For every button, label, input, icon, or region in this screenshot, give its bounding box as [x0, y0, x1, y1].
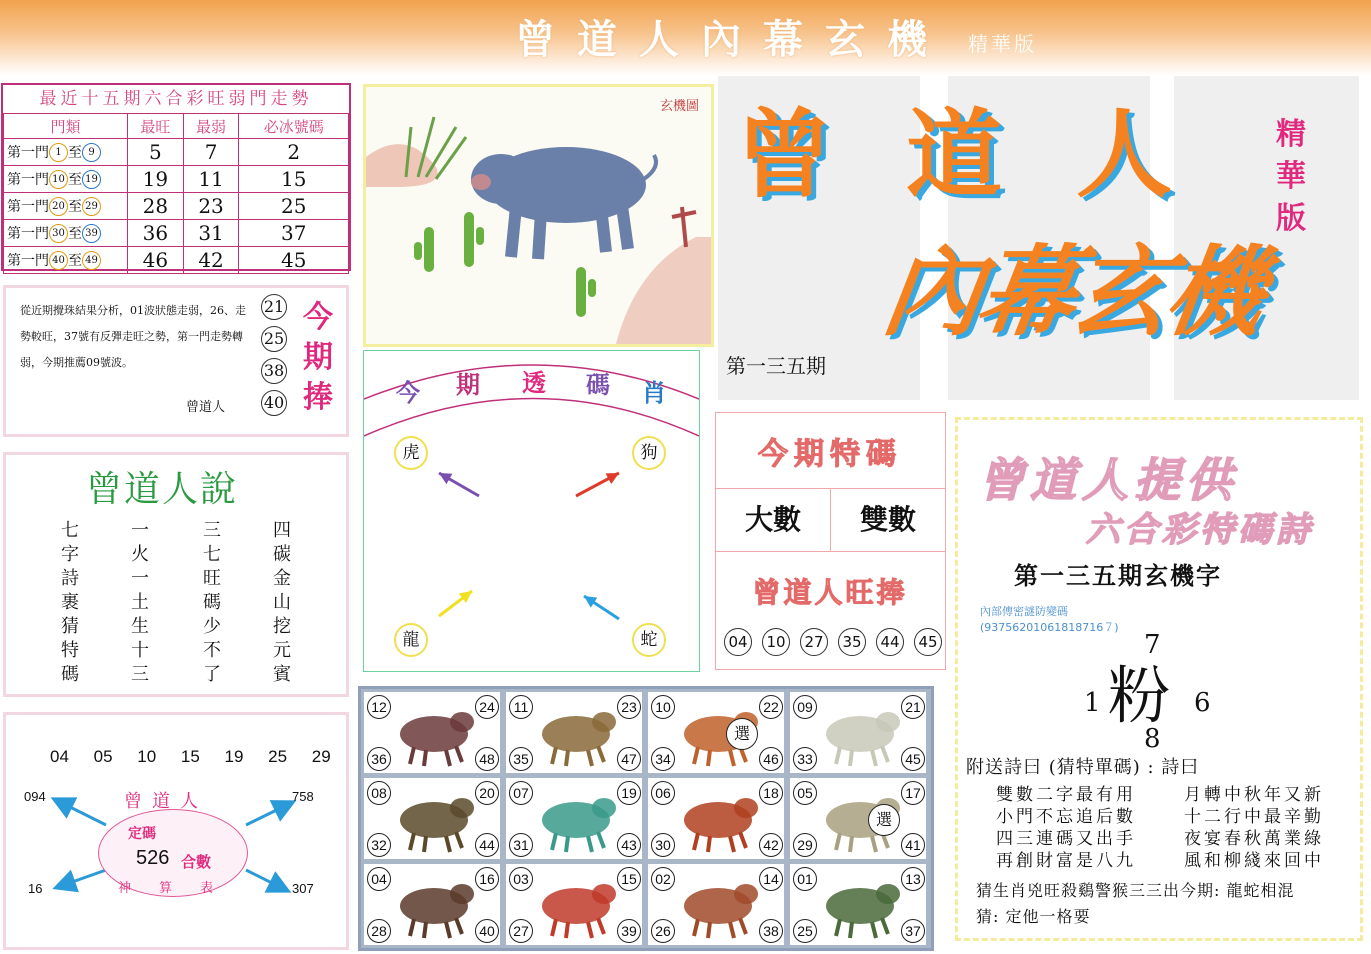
poem-char: 不 — [203, 640, 221, 661]
trend-min: 42 — [183, 247, 239, 274]
combo-sum-value: 526 — [136, 847, 170, 869]
animal-cell — [790, 864, 926, 945]
gate-to-number: 39 — [82, 224, 101, 243]
poem-line: 再創財富是八九 — [996, 851, 1136, 871]
zodiac-panel — [363, 350, 700, 672]
poem-char: 火 — [131, 544, 149, 565]
special-cell-big: 大數 — [716, 489, 831, 551]
gate-to-word: 至 — [68, 144, 82, 161]
poem-char: 碼 — [203, 592, 221, 613]
analysis-text: 從近期攪珠結果分析，01波狀態走弱，26、走勢較旺，37號有反彈走旺之勢，第一門走勢轉弱，今期推薦09號波。 — [20, 304, 246, 369]
animal-number: 09 — [793, 695, 817, 719]
poem-char: 山 — [273, 592, 291, 613]
poem-panel — [3, 452, 349, 697]
gate-to-number: 19 — [82, 170, 101, 189]
animal-number: 42 — [759, 833, 783, 857]
arrow-icon — [246, 803, 291, 825]
riddle-subtitle: 六合彩特碼詩 — [1086, 510, 1314, 550]
trend-max: 36 — [128, 220, 184, 247]
animal-number: 33 — [793, 747, 817, 771]
poem-char: 特 — [61, 640, 79, 661]
animal-number: 48 — [475, 747, 499, 771]
analysis-number: 25 — [261, 326, 287, 352]
gate-prefix: 第一門 — [7, 252, 49, 269]
poem-char: 三 — [131, 664, 149, 685]
poem-char: 詩 — [61, 568, 79, 589]
trend-gate-label — [4, 166, 128, 193]
gate-to-number: 9 — [82, 143, 101, 162]
riddle-guess-1: 猜生肖兇旺殺鷄警猴三三出今期: 龍蛇相混 — [976, 881, 1295, 900]
zodiac-title-char: 碼 — [586, 370, 610, 399]
animal-number: 11 — [509, 695, 533, 719]
animal-number: 04 — [367, 867, 391, 891]
animal-number: 45 — [901, 747, 925, 771]
poem-char: 賓 — [273, 664, 291, 685]
animal-number: 21 — [901, 695, 925, 719]
poem-char: 生 — [131, 616, 149, 637]
poem-line: 月轉中秋年又新 — [1184, 785, 1324, 805]
combo-sum-label: 合數 — [181, 854, 212, 871]
animal-number: 24 — [475, 695, 499, 719]
animal-cell — [506, 778, 642, 859]
poem-char: 碼 — [61, 664, 79, 685]
animal-number: 05 — [793, 781, 817, 805]
pig-caption: 玄機圖 — [659, 99, 699, 114]
special-number: 10 — [762, 628, 790, 656]
poem-char: 一 — [131, 520, 149, 541]
zodiac-animal-br: 蛇 — [632, 623, 666, 657]
trend-row — [4, 193, 349, 220]
riddle-character: 粉 — [1108, 659, 1171, 732]
animal-cell — [364, 778, 500, 859]
page-header — [0, 0, 1371, 75]
animal-number: 13 — [901, 867, 925, 891]
pig-icon — [366, 87, 711, 344]
analysis-vertical-title — [298, 298, 338, 418]
animal-number: 14 — [759, 867, 783, 891]
animal-number: 47 — [617, 747, 641, 771]
gate-from-number: 1 — [49, 143, 68, 162]
arrow-icon — [58, 870, 106, 887]
edition-badge-char: 版 — [1276, 201, 1306, 236]
special-code-panel — [715, 412, 946, 670]
select-badge: 選 — [868, 804, 900, 836]
trend-min: 31 — [183, 220, 239, 247]
riddle-attach: 附送詩曰 (猜特單碼) : 詩曰 — [966, 757, 1200, 778]
zodiac-animal-bl: 龍 — [394, 623, 428, 657]
analysis-panel — [3, 285, 349, 437]
animal-cell — [648, 692, 784, 773]
trend-cold: 2 — [239, 139, 349, 166]
trend-row — [4, 166, 349, 193]
trend-caption: 最近十五期六合彩旺弱門走勢 — [39, 89, 313, 109]
gate-prefix: 第一門 — [7, 225, 49, 242]
poem-column — [58, 519, 82, 687]
special-number: 44 — [876, 628, 904, 656]
riddle-inner-code: (93756201061818716７) — [980, 621, 1119, 634]
analysis-number: 38 — [261, 358, 287, 384]
animal-number: 34 — [651, 747, 675, 771]
analysis-vertical-char: 今 — [303, 300, 333, 335]
poem-column — [128, 519, 152, 687]
animal-number: 08 — [367, 781, 391, 805]
analysis-vertical-char: 期 — [303, 340, 333, 375]
animal-number: 44 — [475, 833, 499, 857]
poem-char: 少 — [203, 616, 221, 637]
special-number: 35 — [838, 628, 866, 656]
animal-number: 07 — [509, 781, 533, 805]
animal-number: 32 — [367, 833, 391, 857]
gate-from-number: 10 — [49, 170, 68, 189]
trend-table-panel — [1, 83, 351, 271]
trend-header-row — [4, 114, 349, 139]
animal-number: 46 — [759, 747, 783, 771]
gate-prefix: 第一門 — [7, 198, 49, 215]
trend-header-cell: 必冰號碼 — [239, 114, 349, 139]
animal-number: 10 — [651, 695, 675, 719]
poem-title: 曾道人說 — [86, 469, 239, 510]
gate-from-number: 20 — [49, 197, 68, 216]
zodiac-animal-tl: 虎 — [394, 436, 428, 470]
gate-to-number: 29 — [82, 197, 101, 216]
trend-gate-label — [4, 220, 128, 247]
big-title-char: 曾 — [736, 98, 832, 211]
special-grid — [716, 488, 945, 552]
animal-number: 16 — [475, 867, 499, 891]
combo-fixed-label: 定碼 — [128, 825, 156, 841]
animal-number: 29 — [793, 833, 817, 857]
poem-char: 裹 — [61, 592, 79, 613]
zodiac-title-char: 透 — [522, 368, 546, 397]
trend-gate-label — [4, 139, 128, 166]
issue-number: 第一三五期 — [726, 354, 826, 378]
poem-char: 猜 — [61, 616, 79, 637]
zodiac-title-char: 肖 — [642, 378, 666, 407]
big-title-char: 人 — [1076, 98, 1172, 211]
combo-corner-br: 307 — [292, 881, 314, 896]
riddle-guess-2: 猜: 定他一格要 — [976, 907, 1091, 926]
combo-bottom-label: 神算表 — [118, 881, 242, 896]
poem-line: 四三連碼又出手 — [996, 829, 1136, 849]
poem-char: 旺 — [203, 568, 221, 589]
animal-number: 35 — [509, 747, 533, 771]
poem-char: 一 — [131, 568, 149, 589]
special-cell-even: 雙數 — [859, 503, 916, 536]
animal-number: 22 — [759, 695, 783, 719]
animal-number: 26 — [651, 919, 675, 943]
animal-cell — [790, 778, 926, 859]
riddle-title: 曾道人提供 — [978, 453, 1238, 507]
trend-cold: 15 — [239, 166, 349, 193]
combo-panel — [3, 712, 349, 950]
animal-number: 17 — [901, 781, 925, 805]
riddle-inner-label: 內部傳密謎防變碼 — [980, 605, 1068, 618]
edition-badge-char: 精 — [1276, 117, 1306, 152]
special-number: 27 — [800, 628, 828, 656]
zodiac-animal-tr: 狗 — [632, 436, 666, 470]
poem-column — [270, 519, 294, 687]
gate-from-number: 40 — [49, 251, 68, 270]
combo-corner-bl: 16 — [28, 881, 43, 896]
animal-cell — [648, 864, 784, 945]
animal-number: 37 — [901, 919, 925, 943]
big-title-line2: 內幕玄機 — [875, 235, 1269, 350]
animal-cell — [364, 692, 500, 773]
animal-number: 15 — [617, 867, 641, 891]
animal-cell — [790, 692, 926, 773]
riddle-digit-top: 7 — [1144, 630, 1161, 660]
animal-number: 01 — [793, 867, 817, 891]
big-title-char: 道 — [906, 98, 1002, 211]
trend-row — [4, 247, 349, 274]
analysis-number: 21 — [261, 294, 287, 320]
animal-number: 36 — [367, 747, 391, 771]
animal-cell — [506, 864, 642, 945]
special-number: 45 — [914, 628, 942, 656]
gate-to-word: 至 — [68, 252, 82, 269]
gate-to-word: 至 — [68, 198, 82, 215]
arrow-icon — [246, 870, 286, 890]
header-subtitle: 精華版 — [968, 32, 1037, 56]
gate-prefix: 第一門 — [7, 144, 49, 161]
gate-prefix: 第一門 — [7, 171, 49, 188]
poem-char: 碳 — [273, 544, 291, 565]
poem-line: 十二行中最辛勤 — [1184, 807, 1324, 827]
animal-number: 19 — [617, 781, 641, 805]
gate-to-word: 至 — [68, 225, 82, 242]
trend-max: 19 — [128, 166, 184, 193]
edition-badge — [1276, 114, 1312, 240]
animal-number: 03 — [509, 867, 533, 891]
gate-to-word: 至 — [68, 171, 82, 188]
combo-top-label: 曾道人 — [124, 791, 208, 812]
animal-cell — [506, 692, 642, 773]
animal-number: 12 — [367, 695, 391, 719]
trend-gate-label — [4, 247, 128, 274]
animal-number: 06 — [651, 781, 675, 805]
poem-line: 夜宴春秋萬業綠 — [1184, 829, 1324, 849]
trend-min: 11 — [183, 166, 239, 193]
zodiac-animal-grid — [358, 686, 934, 951]
poem-line: 小門不忘追后數 — [996, 807, 1136, 827]
trend-table — [3, 113, 349, 274]
poem-char: 挖 — [273, 616, 291, 637]
trend-row — [4, 220, 349, 247]
pig-illustration — [363, 84, 714, 347]
poem-char: 四 — [273, 520, 291, 541]
zodiac-title-char: 期 — [456, 370, 480, 399]
animal-number: 39 — [617, 919, 641, 943]
trend-cold: 37 — [239, 220, 349, 247]
poem-char: 七 — [203, 544, 221, 565]
poem-char: 了 — [203, 664, 221, 685]
trend-cold: 25 — [239, 193, 349, 220]
trend-row — [4, 139, 349, 166]
animal-number: 30 — [651, 833, 675, 857]
combo-corner-tl: 094 — [24, 789, 46, 804]
animal-number: 28 — [367, 919, 391, 943]
poem-char: 字 — [61, 544, 79, 565]
select-badge: 選 — [726, 718, 758, 750]
riddle-poem-right — [1184, 784, 1324, 872]
animal-number: 40 — [475, 919, 499, 943]
special-title: 今期特碼 — [758, 437, 902, 472]
poem-char: 七 — [61, 520, 79, 541]
poem-char: 十 — [131, 640, 149, 661]
animal-cell — [648, 778, 784, 859]
trend-gate-label — [4, 193, 128, 220]
animal-number: 23 — [617, 695, 641, 719]
analysis-number: 40 — [261, 390, 287, 416]
special-number: 04 — [724, 628, 752, 656]
riddle-digit-left: 1 — [1084, 688, 1101, 718]
header-title: 曾道人內幕玄機 — [515, 16, 949, 63]
combo-corner-tr: 758 — [292, 789, 314, 804]
riddle-issue: 第一三五期玄機字 — [1014, 561, 1222, 590]
gate-from-number: 30 — [49, 224, 68, 243]
poem-line: 風和柳綫來回中 — [1184, 851, 1324, 871]
poem-char: 三 — [203, 520, 221, 541]
special-numbers — [724, 628, 942, 656]
analysis-signature: 曾道人 — [186, 400, 226, 415]
poem-line: 雙數二字最有用 — [996, 785, 1136, 805]
animal-number: 38 — [759, 919, 783, 943]
analysis-numbers — [261, 294, 287, 422]
trend-header-cell: 最旺 — [128, 114, 184, 139]
riddle-digit-bottom: 8 — [1144, 724, 1161, 754]
zodiac-title-char: 今 — [396, 378, 420, 407]
animal-number: 43 — [617, 833, 641, 857]
trend-header-cell: 門類 — [4, 114, 128, 139]
trend-max: 5 — [128, 139, 184, 166]
trend-min: 23 — [183, 193, 239, 220]
riddle-inner-note — [980, 604, 1119, 636]
analysis-vertical-char: 捧 — [303, 380, 333, 415]
riddle-digit-right: 6 — [1194, 688, 1211, 718]
riddle-panel — [955, 417, 1363, 941]
gate-to-number: 49 — [82, 251, 101, 270]
animal-number: 41 — [901, 833, 925, 857]
arrow-icon — [56, 800, 106, 825]
edition-badge-char: 華 — [1276, 159, 1306, 194]
trend-max: 46 — [128, 247, 184, 274]
poem-char: 金 — [273, 568, 291, 589]
trend-min: 7 — [183, 139, 239, 166]
animal-number: 20 — [475, 781, 499, 805]
riddle-poem-left — [996, 784, 1136, 872]
animal-number: 31 — [509, 833, 533, 857]
poem-column — [200, 519, 224, 687]
combo-numbers-row: 04 05 10 15 19 25 29 — [50, 747, 331, 766]
special-subtitle: 曾道人旺捧 — [752, 576, 908, 609]
poem-char: 土 — [131, 592, 149, 613]
animal-number: 18 — [759, 781, 783, 805]
trend-header-cell: 最弱 — [183, 114, 239, 139]
animal-number: 25 — [793, 919, 817, 943]
animal-number: 02 — [651, 867, 675, 891]
trend-max: 28 — [128, 193, 184, 220]
animal-number: 27 — [509, 919, 533, 943]
animal-cell — [364, 864, 500, 945]
trend-cold: 45 — [239, 247, 349, 274]
poem-char: 元 — [273, 640, 291, 661]
